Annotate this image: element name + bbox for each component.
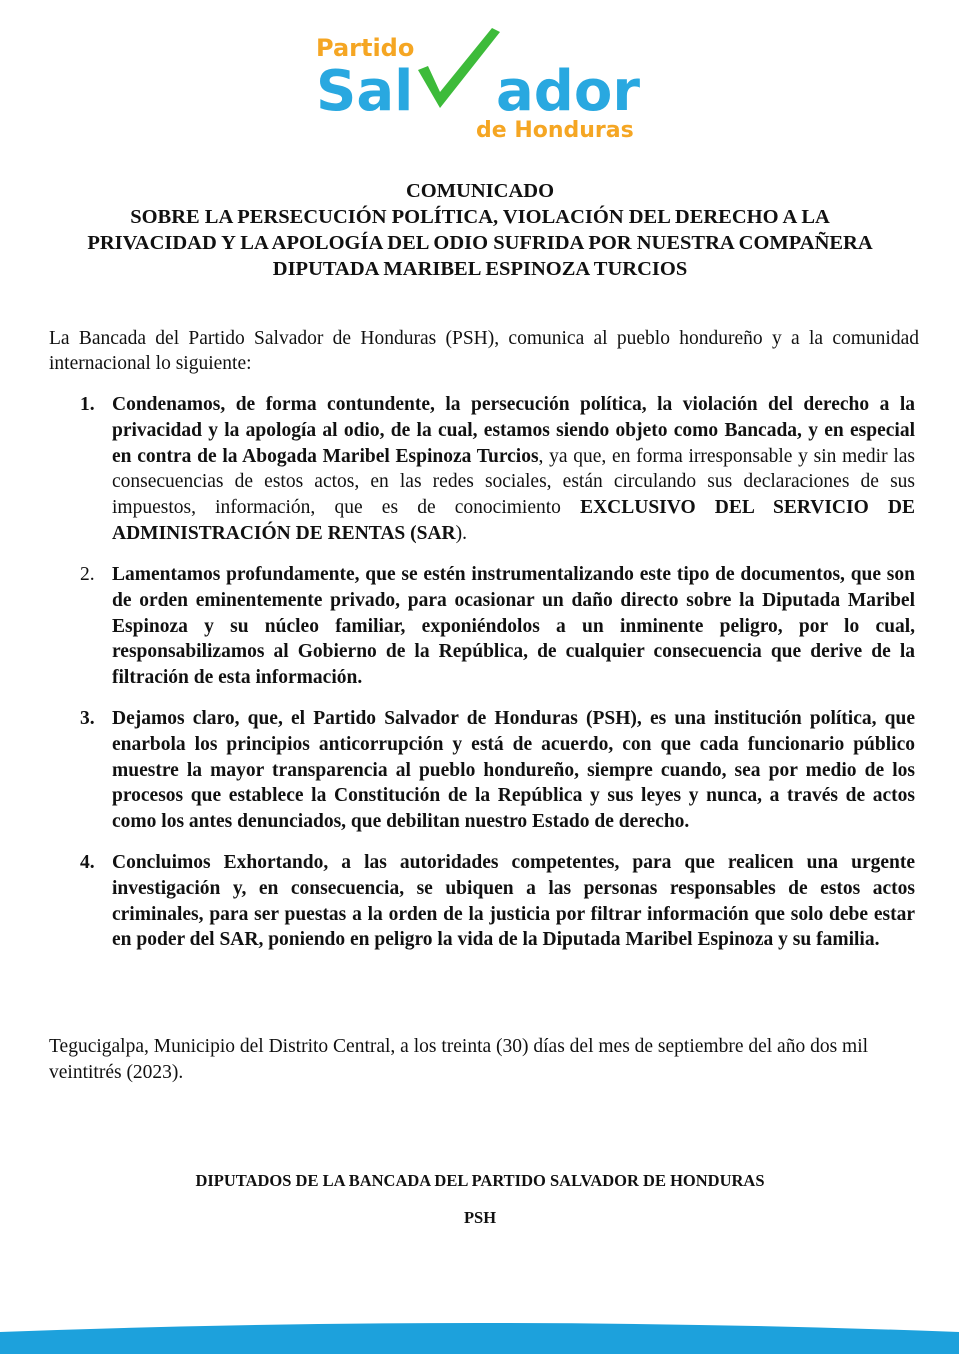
heading-subtitle-line2: PRIVACIDAD Y LA APOLOGÍA DEL ODIO SUFRIDA POR NUESTRA COMPAÑERA [87, 232, 873, 254]
point-text: Lamentamos profundamente, que se estén instrumentalizando este tipo de documentos, que son de orden eminentemente privado, para ocasionar un daño directo sobre la Diputada Maribel Espinoza y su núcleo familiar, exponiéndolos a un inminente peligro, por lo cual, responsabilizamos al Gobierno de la República, de cualquier consecuencia que derive de la filtración de esta información. [112, 564, 915, 689]
party-logo [300, 22, 660, 144]
signature-abbrev: PSH [463, 1208, 497, 1227]
point-number: 4. [80, 852, 95, 873]
point-number: 1. [80, 394, 95, 415]
point-text: Dejamos claro, que, el Partido Salvador de Honduras (PSH), es una institución política, que enarbola los principios anticorrupción y está de acuerdo, con que cada funcionario público muestre la mayor transparencia al pueblo hondureño, siempre cuando, sea por medio de los procesos que establece la Constitución de la República y sus leyes y nunca, a través de actos como los antes denunciados, que debilitan nuestro Estado de derecho. [112, 708, 915, 833]
point-bold-text: Condenamos, de forma contundente, la persecución política, la violación del derecho a la privacidad y la apología al odio, de la cual, estamos siendo objeto como Bancada, y en especial en contra de la Abogada Maribel Espinoza Turcios [112, 394, 915, 467]
point-number: 3. [80, 708, 95, 729]
logo-partido-text: Partido [316, 34, 415, 62]
document-heading [40, 178, 920, 282]
footer-wave [0, 1316, 959, 1354]
logo-sal-text: Sal [316, 59, 414, 124]
point-bold-text-2: EXCLUSIVO DEL SERVICIO DE ADMINISTRACIÓN DE RENTAS (SAR [112, 497, 915, 544]
logo-honduras-text: de Honduras [476, 118, 634, 143]
point-text: Concluimos Exhortando, a las autoridades competentes, para que realicen una urgente investigación y, en consecuencia, se ubiquen a las personas responsables de estos actos criminales, para ser puestas a la orden de la justicia por filtrar información que solo debe estar en poder del SAR, poniendo en peligro la vida de la Diputada Maribel Espinoza y su familia. [112, 852, 915, 951]
intro-paragraph: La Bancada del Partido Salvador de Honduras (PSH), comunica al pueblo hondureño y a la comunidad internacional lo siguiente: [49, 328, 919, 374]
point-normal-text: , ya que, en forma irresponsable y sin medir las consecuencias de estos actos, en las redes sociales, están circulando sus declaraciones de sus impuestos, información, que es de conocimiento [112, 445, 915, 519]
signature-line: DIPUTADOS DE LA BANCADA DEL PARTIDO SALVADOR DE HONDURAS [195, 1171, 765, 1190]
logo-ador-text: ador [496, 59, 640, 124]
heading-title: COMUNICADO [405, 180, 555, 202]
point-number: 2. [80, 564, 95, 585]
logo-checkmark-icon [418, 28, 500, 108]
closing-paragraph: Tegucigalpa, Municipio del Distrito Central, a los treinta (30) días del mes de septiembre del año dos mil veintitrés (2023). [49, 1036, 869, 1083]
heading-subtitle-line1: SOBRE LA PERSECUCIÓN POLÍTICA, VIOLACIÓN DEL DERECHO A LA [130, 206, 830, 228]
point-tail-text: ). [455, 522, 468, 544]
point-text [112, 392, 915, 547]
heading-subtitle-line3: DIPUTADA MARIBEL ESPINOZA TURCIOS [272, 258, 688, 280]
